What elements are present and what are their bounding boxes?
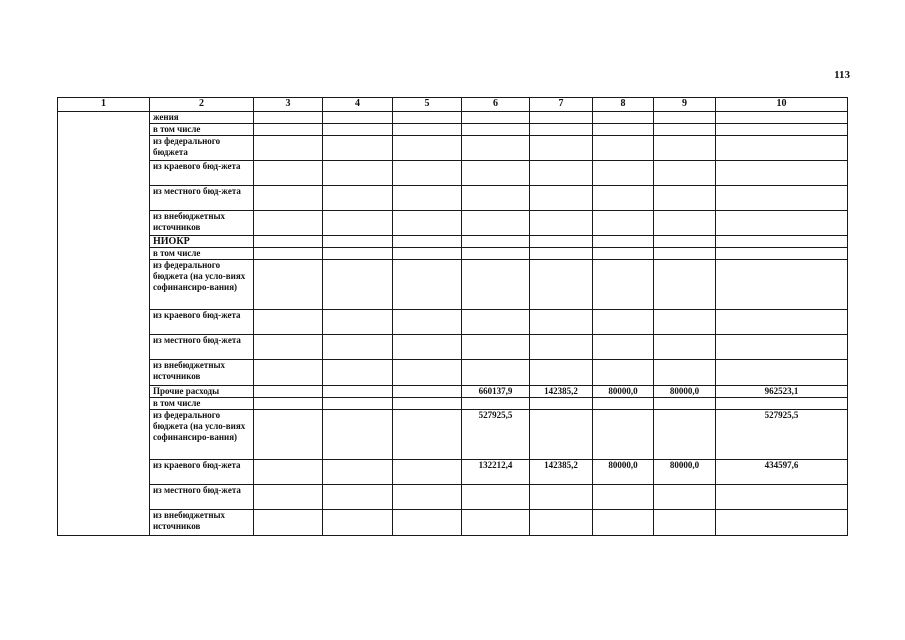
row-label: жения <box>150 112 254 124</box>
value-cell <box>323 211 393 236</box>
value-cell <box>462 161 530 186</box>
value-cell <box>254 398 323 410</box>
value-cell <box>530 310 593 335</box>
table-row <box>58 485 848 510</box>
value-cell <box>254 460 323 485</box>
value-cell <box>716 124 848 136</box>
column-header: 9 <box>654 98 716 112</box>
value-cell <box>716 236 848 248</box>
row-label: из федерального бюджета (на усло-виях софинансиро-вания) <box>150 260 254 310</box>
value-cell <box>393 460 462 485</box>
table-row <box>58 510 848 536</box>
value-cell <box>593 310 654 335</box>
value-cell <box>462 485 530 510</box>
column-header: 6 <box>462 98 530 112</box>
value-cell <box>654 248 716 260</box>
value-cell <box>393 260 462 310</box>
table-row <box>58 124 848 136</box>
column-header: 2 <box>150 98 254 112</box>
value-cell: 527925,5 <box>716 410 848 460</box>
value-cell <box>530 161 593 186</box>
value-cell <box>462 248 530 260</box>
value-cell: 142385,2 <box>530 386 593 398</box>
value-cell: 132212,4 <box>462 460 530 485</box>
value-cell <box>393 510 462 536</box>
value-cell <box>393 161 462 186</box>
value-cell <box>393 211 462 236</box>
value-cell <box>323 485 393 510</box>
table-header-row <box>58 98 848 112</box>
row-label: из федерального бюджета <box>150 136 254 161</box>
table-row <box>58 310 848 335</box>
value-cell <box>254 360 323 386</box>
value-cell <box>530 136 593 161</box>
value-cell <box>593 410 654 460</box>
column-header: 5 <box>393 98 462 112</box>
column-header: 1 <box>58 98 150 112</box>
value-cell <box>254 386 323 398</box>
value-cell <box>254 510 323 536</box>
value-cell <box>323 186 393 211</box>
budget-table <box>57 97 848 536</box>
value-cell <box>654 112 716 124</box>
value-cell: 80000,0 <box>593 460 654 485</box>
value-cell <box>254 236 323 248</box>
value-cell <box>323 510 393 536</box>
value-cell <box>530 124 593 136</box>
value-cell <box>716 260 848 310</box>
value-cell <box>393 124 462 136</box>
value-cell <box>593 124 654 136</box>
value-cell <box>393 410 462 460</box>
table-row <box>58 236 848 248</box>
value-cell <box>462 124 530 136</box>
table-row <box>58 161 848 186</box>
value-cell: 80000,0 <box>654 386 716 398</box>
value-cell <box>462 335 530 360</box>
value-cell <box>530 510 593 536</box>
value-cell <box>462 260 530 310</box>
value-cell <box>654 335 716 360</box>
value-cell <box>254 335 323 360</box>
value-cell <box>530 398 593 410</box>
value-cell <box>393 112 462 124</box>
value-cell <box>393 236 462 248</box>
value-cell <box>654 398 716 410</box>
value-cell <box>462 510 530 536</box>
value-cell <box>654 310 716 335</box>
table-row <box>58 136 848 161</box>
value-cell <box>593 112 654 124</box>
value-cell <box>530 335 593 360</box>
value-cell: 434597,6 <box>716 460 848 485</box>
column-header: 7 <box>530 98 593 112</box>
column-header: 3 <box>254 98 323 112</box>
value-cell <box>254 485 323 510</box>
value-cell <box>716 186 848 211</box>
value-cell: 962523,1 <box>716 386 848 398</box>
value-cell <box>530 248 593 260</box>
value-cell <box>654 236 716 248</box>
value-cell <box>593 161 654 186</box>
value-cell <box>716 136 848 161</box>
value-cell <box>716 310 848 335</box>
value-cell <box>593 360 654 386</box>
page-number: 113 <box>834 69 850 81</box>
value-cell <box>716 398 848 410</box>
value-cell <box>593 236 654 248</box>
table-row <box>58 335 848 360</box>
value-cell <box>323 335 393 360</box>
row-label: в том числе <box>150 398 254 410</box>
row-label: из федерального бюджета (на усло-виях софинансиро-вания) <box>150 410 254 460</box>
table-row <box>58 398 848 410</box>
column-header: 8 <box>593 98 654 112</box>
value-cell: 527925,5 <box>462 410 530 460</box>
row-label: Прочие расходы <box>150 386 254 398</box>
value-cell <box>462 186 530 211</box>
value-cell <box>593 248 654 260</box>
value-cell <box>654 161 716 186</box>
value-cell <box>393 186 462 211</box>
value-cell <box>654 410 716 460</box>
table-row <box>58 260 848 310</box>
value-cell <box>323 124 393 136</box>
value-cell <box>254 410 323 460</box>
value-cell <box>530 236 593 248</box>
column-header: 4 <box>323 98 393 112</box>
value-cell <box>654 124 716 136</box>
value-cell <box>393 310 462 335</box>
value-cell <box>323 136 393 161</box>
row-label: из местного бюд-жета <box>150 335 254 360</box>
value-cell <box>254 186 323 211</box>
table-row <box>58 360 848 386</box>
value-cell <box>323 398 393 410</box>
value-cell <box>393 485 462 510</box>
value-cell <box>254 124 323 136</box>
value-cell <box>530 112 593 124</box>
value-cell <box>462 136 530 161</box>
value-cell <box>462 211 530 236</box>
value-cell <box>323 236 393 248</box>
table-row <box>58 112 848 124</box>
value-cell <box>323 310 393 335</box>
row-label: НИОКР <box>150 236 254 248</box>
value-cell <box>323 360 393 386</box>
value-cell <box>254 248 323 260</box>
value-cell <box>593 260 654 310</box>
value-cell <box>593 510 654 536</box>
value-cell <box>323 248 393 260</box>
value-cell <box>716 161 848 186</box>
value-cell <box>254 310 323 335</box>
value-cell <box>323 410 393 460</box>
table-row <box>58 211 848 236</box>
value-cell <box>716 211 848 236</box>
row-label: из местного бюд-жета <box>150 485 254 510</box>
row-label: из внебюджетных источников <box>150 510 254 536</box>
value-cell <box>654 136 716 161</box>
value-cell <box>393 398 462 410</box>
value-cell <box>654 485 716 510</box>
row-label: из местного бюд-жета <box>150 186 254 211</box>
value-cell <box>462 360 530 386</box>
value-cell <box>593 136 654 161</box>
column-header: 10 <box>716 98 848 112</box>
row-label: из внебюджетных источников <box>150 211 254 236</box>
value-cell <box>393 386 462 398</box>
value-cell <box>654 360 716 386</box>
value-cell <box>462 398 530 410</box>
value-cell <box>716 360 848 386</box>
value-cell <box>654 510 716 536</box>
value-cell <box>716 112 848 124</box>
value-cell <box>530 410 593 460</box>
value-cell: 660137,9 <box>462 386 530 398</box>
table-row <box>58 410 848 460</box>
row-label: из краевого бюд-жета <box>150 161 254 186</box>
value-cell <box>323 112 393 124</box>
value-cell <box>323 260 393 310</box>
value-cell: 80000,0 <box>654 460 716 485</box>
value-cell <box>593 335 654 360</box>
value-cell <box>530 186 593 211</box>
row-label: в том числе <box>150 124 254 136</box>
row-label: из внебюджетных источников <box>150 360 254 386</box>
value-cell <box>323 460 393 485</box>
value-cell <box>716 335 848 360</box>
value-cell <box>393 335 462 360</box>
value-cell <box>323 386 393 398</box>
value-cell <box>654 260 716 310</box>
table-row <box>58 386 848 398</box>
table-body <box>58 112 848 536</box>
value-cell <box>593 398 654 410</box>
row-label: в том числе <box>150 248 254 260</box>
value-cell <box>462 112 530 124</box>
row-label: из краевого бюд-жета <box>150 460 254 485</box>
value-cell: 142385,2 <box>530 460 593 485</box>
value-cell <box>254 136 323 161</box>
table-row <box>58 248 848 260</box>
value-cell <box>716 510 848 536</box>
table-row <box>58 186 848 211</box>
value-cell <box>462 236 530 248</box>
value-cell <box>654 211 716 236</box>
row-label: из краевого бюд-жета <box>150 310 254 335</box>
value-cell <box>254 260 323 310</box>
value-cell: 80000,0 <box>593 386 654 398</box>
value-cell <box>716 248 848 260</box>
value-cell <box>593 211 654 236</box>
value-cell <box>323 161 393 186</box>
value-cell <box>393 248 462 260</box>
value-cell <box>530 360 593 386</box>
value-cell <box>654 186 716 211</box>
value-cell <box>393 360 462 386</box>
value-cell <box>593 186 654 211</box>
value-cell <box>593 485 654 510</box>
value-cell <box>462 310 530 335</box>
value-cell <box>530 211 593 236</box>
row-group-cell <box>58 112 150 536</box>
value-cell <box>716 485 848 510</box>
value-cell <box>254 211 323 236</box>
value-cell <box>530 485 593 510</box>
value-cell <box>393 136 462 161</box>
value-cell <box>254 161 323 186</box>
table-row <box>58 460 848 485</box>
value-cell <box>254 112 323 124</box>
value-cell <box>530 260 593 310</box>
